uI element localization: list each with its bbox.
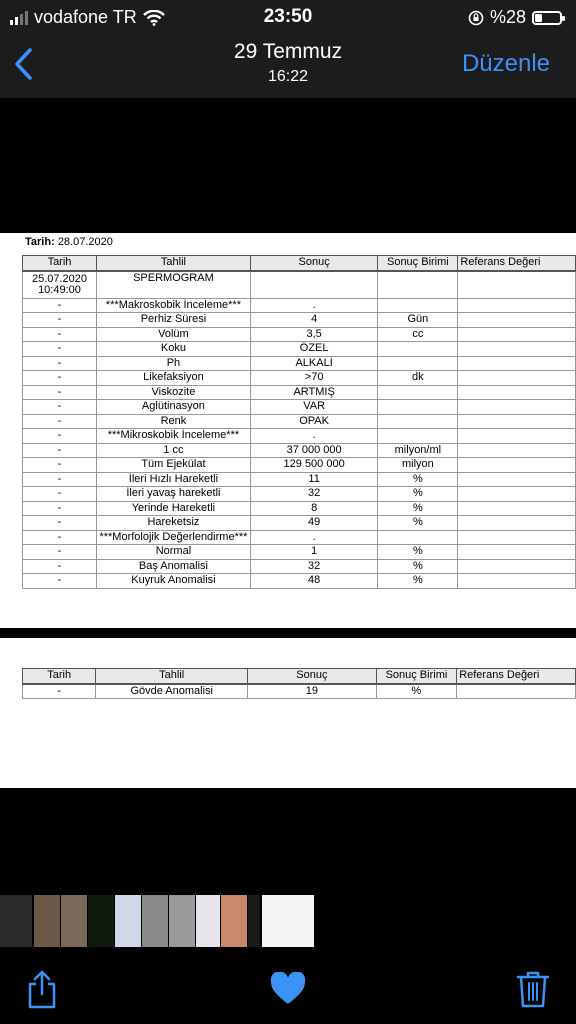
cell-sonuc bbox=[250, 271, 377, 299]
table-row bbox=[23, 327, 576, 342]
results-table-continued bbox=[22, 668, 576, 699]
table-row bbox=[23, 400, 576, 415]
cell-tarih: - bbox=[23, 400, 97, 415]
cell-tahlil: Ph bbox=[96, 356, 250, 371]
cell-tarih: - bbox=[23, 313, 97, 328]
table-row bbox=[23, 559, 576, 574]
table-row bbox=[23, 342, 576, 357]
cell-tahlil: İleri yavaş hareketli bbox=[96, 487, 250, 502]
cell-referans bbox=[458, 356, 576, 371]
orientation-lock-icon bbox=[468, 10, 484, 26]
photo-thumbnail[interactable] bbox=[196, 895, 220, 947]
cell-tarih: - bbox=[23, 342, 97, 357]
cell-sonuc: 19 bbox=[248, 684, 377, 699]
table-row bbox=[23, 516, 576, 531]
cell-referans bbox=[458, 458, 576, 473]
cell-tahlil: Volüm bbox=[96, 327, 250, 342]
cell-tahlil: ***Morfolojik Değerlendirme*** bbox=[96, 530, 250, 545]
cell-tarih: - bbox=[23, 458, 97, 473]
cell-tarih: - bbox=[23, 298, 97, 313]
cell-tarih: - bbox=[23, 414, 97, 429]
cell-sonuc: 1 bbox=[250, 545, 377, 560]
col-header-tahlil: Tahlil bbox=[96, 256, 250, 271]
table-row bbox=[23, 458, 576, 473]
cell-referans bbox=[457, 684, 576, 699]
nav-bar bbox=[0, 34, 576, 98]
table-row bbox=[23, 443, 576, 458]
cell-birim: % bbox=[378, 501, 458, 516]
cell-referans bbox=[458, 327, 576, 342]
col-header-referans: Referans Değeri bbox=[458, 256, 576, 271]
col-header-sonuc: Sonuç bbox=[250, 256, 377, 271]
photo-thumbnail[interactable] bbox=[221, 895, 247, 947]
cell-referans bbox=[458, 501, 576, 516]
table-row bbox=[23, 414, 576, 429]
cell-sonuc: OPAK bbox=[250, 414, 377, 429]
cell-tarih: - bbox=[23, 385, 97, 400]
cell-birim: % bbox=[378, 472, 458, 487]
cell-tarih: - bbox=[23, 356, 97, 371]
cell-birim: % bbox=[378, 545, 458, 560]
cell-sonuc: VAR bbox=[250, 400, 377, 415]
cell-referans bbox=[458, 400, 576, 415]
trash-icon[interactable] bbox=[516, 969, 550, 1009]
table-row bbox=[23, 298, 576, 313]
cell-tarih: - bbox=[23, 443, 97, 458]
table-row bbox=[23, 684, 576, 699]
cell-birim bbox=[378, 400, 458, 415]
cell-referans bbox=[458, 559, 576, 574]
photo-thumbnail[interactable] bbox=[61, 895, 87, 947]
cell-tarih: - bbox=[23, 545, 97, 560]
table-header-row bbox=[23, 256, 576, 271]
cell-birim: Gün bbox=[378, 313, 458, 328]
cell-referans bbox=[458, 487, 576, 502]
cell-referans bbox=[458, 472, 576, 487]
col-header-tarih: Tarih bbox=[23, 669, 96, 684]
cell-sonuc: ÖZEL bbox=[250, 342, 377, 357]
cell-birim bbox=[378, 414, 458, 429]
cell-sonuc: 48 bbox=[250, 574, 377, 589]
col-header-birim: Sonuç Birimi bbox=[376, 669, 457, 684]
cell-referans bbox=[458, 342, 576, 357]
cell-tahlil: Baş Anomalisi bbox=[96, 559, 250, 574]
cell-sonuc: 32 bbox=[250, 487, 377, 502]
nav-title: 29 Temmuz bbox=[233, 40, 343, 63]
cell-tahlil: Viskozite bbox=[96, 385, 250, 400]
photo-thumbnail[interactable] bbox=[88, 895, 114, 947]
cell-sonuc: 8 bbox=[250, 501, 377, 516]
cell-tahlil: ***Mikroskobik İnceleme*** bbox=[96, 429, 250, 444]
photo-thumbnail[interactable] bbox=[262, 895, 314, 947]
photo-thumbnail[interactable] bbox=[142, 895, 168, 947]
photo-thumbnail[interactable] bbox=[34, 895, 60, 947]
cell-referans bbox=[458, 414, 576, 429]
cell-referans bbox=[458, 429, 576, 444]
cell-sonuc: >70 bbox=[250, 371, 377, 386]
table-row bbox=[23, 371, 576, 386]
col-header-tarih: Tarih bbox=[23, 256, 97, 271]
cell-tahlil: Hareketsiz bbox=[96, 516, 250, 531]
cell-birim bbox=[378, 298, 458, 313]
table-row bbox=[23, 530, 576, 545]
cell-birim bbox=[378, 530, 458, 545]
cell-birim: % bbox=[378, 487, 458, 502]
table-header-row bbox=[23, 669, 576, 684]
cell-sonuc: ALKALİ bbox=[250, 356, 377, 371]
cell-birim bbox=[378, 271, 458, 299]
cell-birim: % bbox=[378, 516, 458, 531]
cell-sonuc: 129 500 000 bbox=[250, 458, 377, 473]
cell-birim: cc bbox=[378, 327, 458, 342]
cell-referans bbox=[458, 313, 576, 328]
col-header-sonuc: Sonuç bbox=[248, 669, 377, 684]
cell-birim: % bbox=[376, 684, 457, 699]
table-row bbox=[23, 545, 576, 560]
cell-tarih: - bbox=[23, 530, 97, 545]
cell-referans bbox=[458, 516, 576, 531]
cell-tahlil: Gövde Anomalisi bbox=[96, 684, 248, 699]
photo-thumbnail[interactable] bbox=[248, 895, 260, 947]
thumbnail-strip[interactable] bbox=[0, 895, 576, 947]
cell-tahlil: Kuyruk Anomalisi bbox=[96, 574, 250, 589]
table-row bbox=[23, 574, 576, 589]
cell-tarih: - bbox=[23, 559, 97, 574]
cell-birim: milyon/ml bbox=[378, 443, 458, 458]
cell-birim: % bbox=[378, 559, 458, 574]
date-value: 28.07.2020 bbox=[57, 236, 113, 248]
table-row bbox=[23, 472, 576, 487]
cell-tahlil: Aglütinasyon bbox=[96, 400, 250, 415]
cell-tahlil: ***Makroskobik İnceleme*** bbox=[96, 298, 250, 313]
table-row bbox=[23, 385, 576, 400]
cell-tarih: - bbox=[23, 487, 97, 502]
battery-area bbox=[468, 7, 562, 28]
photo-thumbnail[interactable] bbox=[115, 895, 141, 947]
col-header-referans: Referans Değeri bbox=[457, 669, 576, 684]
cell-tahlil: Normal bbox=[96, 545, 250, 560]
carrier-label: vodafone TR bbox=[34, 7, 137, 27]
cell-birim: milyon bbox=[378, 458, 458, 473]
status-bar bbox=[0, 0, 576, 34]
table-row bbox=[23, 429, 576, 444]
cell-sonuc: . bbox=[250, 429, 377, 444]
cell-tarih: - bbox=[23, 516, 97, 531]
cell-birim: dk bbox=[378, 371, 458, 386]
cell-tahlil: Yerinde Hareketli bbox=[96, 501, 250, 516]
cell-birim bbox=[378, 429, 458, 444]
cell-tahlil: 1 cc bbox=[96, 443, 250, 458]
cell-referans bbox=[458, 298, 576, 313]
table-row bbox=[23, 271, 576, 299]
cell-birim bbox=[378, 356, 458, 371]
cell-tarih: - bbox=[23, 429, 97, 444]
cell-birim bbox=[378, 342, 458, 357]
table-row bbox=[23, 313, 576, 328]
cell-referans bbox=[458, 271, 576, 299]
cell-tahlil: İleri Hızlı Hareketli bbox=[96, 472, 250, 487]
report-date bbox=[25, 236, 113, 248]
cell-tarih: 25.07.2020 10:49:00 bbox=[23, 271, 97, 299]
photo-thumbnail[interactable] bbox=[169, 895, 195, 947]
cell-tarih: - bbox=[23, 371, 97, 386]
cell-sonuc: . bbox=[250, 530, 377, 545]
status-time: 23:50 bbox=[263, 6, 313, 27]
table-row bbox=[23, 356, 576, 371]
cell-sonuc: 49 bbox=[250, 516, 377, 531]
cell-referans bbox=[458, 385, 576, 400]
cell-tahlil: Tüm Ejekülat bbox=[96, 458, 250, 473]
cell-tarih: - bbox=[23, 574, 97, 589]
cell-birim bbox=[378, 385, 458, 400]
cell-referans bbox=[458, 574, 576, 589]
heart-icon[interactable] bbox=[270, 972, 306, 1006]
battery-icon bbox=[532, 11, 562, 25]
cell-sonuc: 37 000 000 bbox=[250, 443, 377, 458]
cell-birim: % bbox=[378, 574, 458, 589]
nav-subtitle: 16:22 bbox=[267, 68, 309, 85]
cell-tahlil: Renk bbox=[96, 414, 250, 429]
document-page-2 bbox=[0, 638, 576, 788]
cell-tahlil: Koku bbox=[96, 342, 250, 357]
cell-tahlil: Perhiz Süresi bbox=[96, 313, 250, 328]
cell-sonuc: 32 bbox=[250, 559, 377, 574]
cell-sonuc: 11 bbox=[250, 472, 377, 487]
col-header-tahlil: Tahlil bbox=[96, 669, 248, 684]
table-row bbox=[23, 487, 576, 502]
date-label: Tarih: bbox=[25, 236, 55, 248]
cell-tarih: - bbox=[23, 684, 96, 699]
share-icon[interactable] bbox=[26, 970, 58, 1010]
table-row bbox=[23, 501, 576, 516]
cell-referans bbox=[458, 443, 576, 458]
photo-thumbnail[interactable] bbox=[0, 895, 32, 947]
results-table bbox=[22, 255, 576, 589]
cell-tahlil: Likefaksiyon bbox=[96, 371, 250, 386]
cell-tarih: - bbox=[23, 327, 97, 342]
cell-sonuc: . bbox=[250, 298, 377, 313]
cell-referans bbox=[458, 545, 576, 560]
cell-sonuc: ARTMIŞ bbox=[250, 385, 377, 400]
cell-tarih: - bbox=[23, 472, 97, 487]
cell-tahlil: SPERMOGRAM bbox=[96, 271, 250, 299]
cell-tarih: - bbox=[23, 501, 97, 516]
battery-percent: %28 bbox=[489, 7, 526, 27]
cell-referans bbox=[458, 530, 576, 545]
cell-sonuc: 3,5 bbox=[250, 327, 377, 342]
edit-button[interactable]: Düzenle bbox=[461, 50, 550, 77]
cell-sonuc: 4 bbox=[250, 313, 377, 328]
col-header-birim: Sonuç Birimi bbox=[378, 256, 458, 271]
cell-referans bbox=[458, 371, 576, 386]
document-page-1 bbox=[0, 233, 576, 628]
